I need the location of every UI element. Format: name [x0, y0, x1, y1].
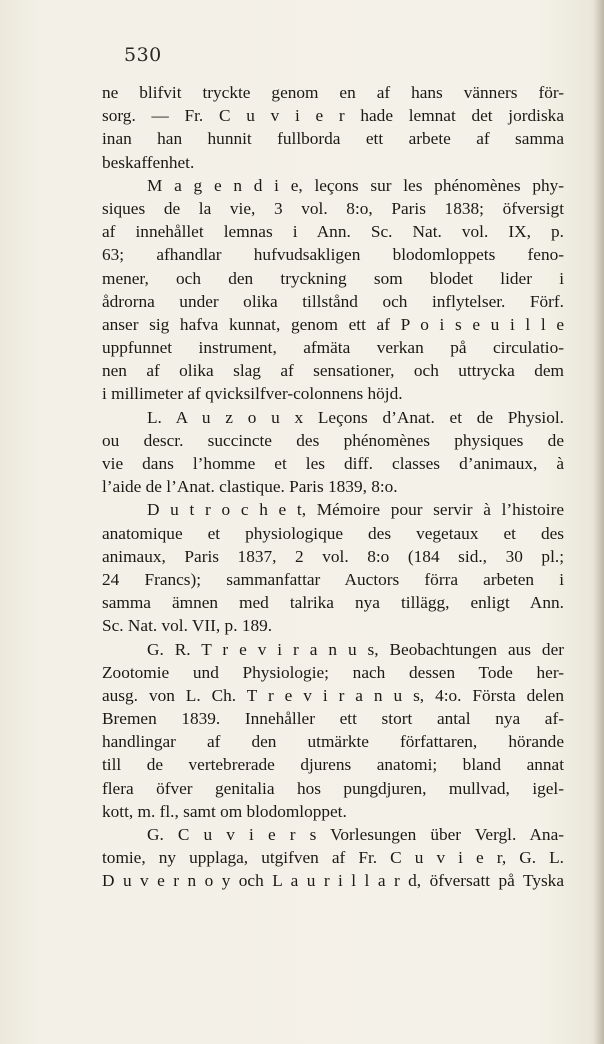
page-number: 530: [124, 44, 162, 66]
text-line: tomie, ny upplaga, utgifven af Fr. C u v i e r, G. L.: [102, 848, 564, 868]
text-line: l’aide de l’Anat. clastique. Paris 1839, 8:o.: [102, 477, 398, 497]
text-line: samma ämnen med talrika nya tillägg, enligt Ann.: [102, 593, 564, 613]
text-line: L. A u z o u x Leçons d’Anat. et de Physiol.: [147, 407, 564, 427]
text-line: handlingar af den utmärkte författaren, hörande: [102, 732, 564, 752]
text-line: flera öfver genitalia hos pungdjuren, mullvad, igel-: [102, 778, 564, 798]
text-line: anatomique et physiologique des vegetaux et des: [102, 523, 564, 543]
text-line: mener, och den tryckning som blodet lider i: [102, 268, 564, 288]
page-edge-shadow: [594, 0, 604, 1044]
text-line: ou descr. succincte des phénomènes physiques de: [102, 430, 564, 450]
text-line: G. R. T r e v i r a n u s, Beobachtungen aus der: [147, 639, 564, 659]
text-line: ne blifvit tryckte genom en af hans vänners för-: [102, 83, 564, 102]
body-text: [102, 81, 564, 893]
text-line: vie dans l’homme et les diff. classes d’animaux, à: [102, 454, 564, 473]
text-line: D u t r o c h e t, Mémoire pour servir à l’histoire: [147, 500, 564, 520]
text-line: M a g e n d i e, leçons sur les phénomènes phy-: [147, 175, 564, 195]
text-line: till de vertebrerade djurens anatomi; bland annat: [102, 755, 564, 775]
text-line: Sc. Nat. vol. VII, p. 189.: [102, 616, 273, 636]
text-line: D u v e r n o y och L a u r i l l a r d, öfversatt på Tyska: [102, 871, 564, 891]
text-line: Bremen 1839. Innehåller ett stort antal nya af-: [102, 709, 564, 729]
text-line: 63; afhandlar hufvudsakligen blodomloppets feno-: [102, 245, 564, 265]
text-line: sorg. — Fr. C u v i e r hade lemnat det jordiska: [102, 106, 564, 126]
text-line: nen af olika slag af sensationer, och uttrycka dem: [102, 361, 564, 381]
text-line: animaux, Paris 1837, 2 vol. 8:o (184 sid., 30 pl.;: [102, 546, 564, 566]
text-line: G. C u v i e r s Vorlesungen über Vergl. Ana-: [147, 825, 564, 844]
text-line: kott, m. fl., samt om blodomloppet.: [102, 801, 347, 821]
text-line: beskaffenhet.: [102, 152, 195, 172]
text-line: anser sig hafva kunnat, genom ett af P o i s e u i l l e: [102, 314, 564, 334]
text-line: 24 Francs); sammanfattar Auctors förra arbeten i: [102, 569, 564, 589]
text-line: ausg. von L. Ch. T r e v i r a n u s, 4:o. Första delen: [102, 685, 564, 705]
text-line: Zootomie und Physiologie; nach dessen Tode her-: [102, 662, 564, 682]
text-line: af innehållet lemnas i Ann. Sc. Nat. vol. IX, p.: [102, 222, 564, 242]
text-line: i millimeter af qvicksilfver-colonnens höjd.: [102, 384, 403, 404]
text-line: inan han hunnit fullborda ett arbete af samma: [102, 129, 564, 149]
text-line: ådrorna under olika tillstånd och inflytelser. Förf.: [102, 291, 564, 311]
text-line: siques de la vie, 3 vol. 8:o, Paris 1838; öfversigt: [102, 198, 564, 218]
text-line: uppfunnet instrument, afmäta verkan på circulatio-: [102, 338, 564, 358]
